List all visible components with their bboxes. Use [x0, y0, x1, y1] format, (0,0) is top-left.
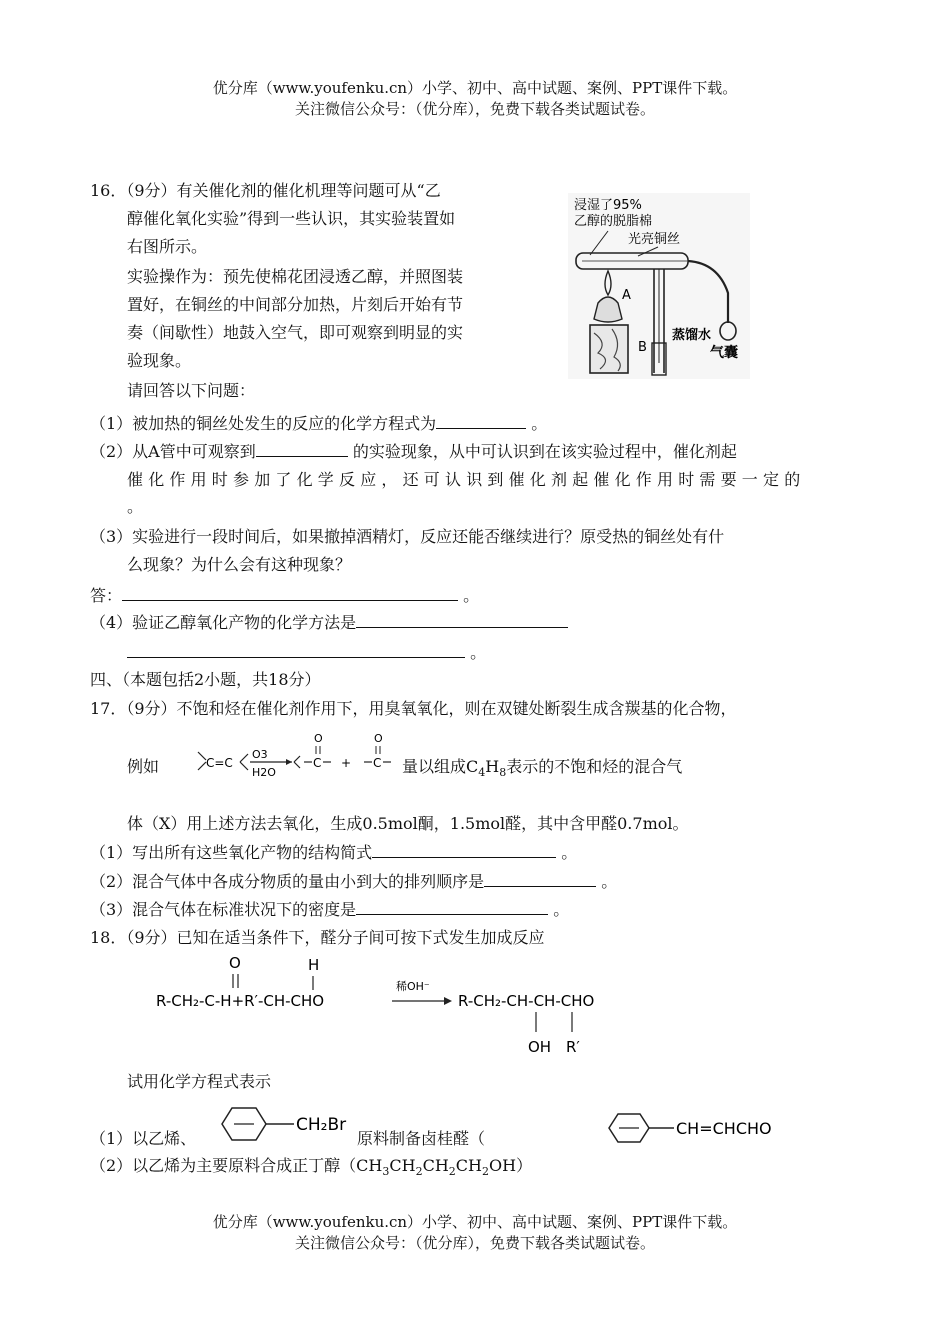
q18-sub-3: 2: [448, 1165, 456, 1179]
q16-intro-1: 16．（9分）有关催化剂的催化机理等问题可从“乙: [90, 181, 441, 200]
rxn-plus: +: [341, 756, 352, 770]
rxn-oxygen-2: O: [374, 732, 383, 745]
q18-part2-end: OH）: [489, 1156, 533, 1175]
q16-part3-line2: 么现象？为什么会有这种现象？: [127, 555, 352, 574]
q17-part3: [90, 898, 569, 921]
q17-part1-text: （1）写出所有这些氧化产物的结构简式: [90, 843, 373, 862]
rxn-carbon-2: C: [373, 756, 382, 770]
rxn-carbon-1: C: [313, 756, 322, 770]
q16-prompt: 请回答以下问题：: [127, 381, 256, 400]
q16-part4-line2: [127, 641, 486, 664]
label-cotton-1: 浸湿了95%: [574, 198, 642, 213]
q16-part2-line1: [90, 440, 737, 463]
q16-part1: [90, 412, 547, 435]
q17-text-line1: [402, 756, 682, 784]
q18-part2: [90, 1155, 532, 1183]
aldol-oxygen: O: [229, 954, 241, 972]
q16-part1-text: （1）被加热的铜丝处发生的反应的化学方程式为: [90, 414, 437, 433]
answer-end: 。: [463, 586, 480, 605]
q16-part4-end: 。: [470, 643, 487, 662]
answer-blank-3[interactable]: [122, 584, 458, 601]
q18-intro: 18．（9分）已知在适当条件下，醛分子间可按下式发生加成反应: [90, 928, 545, 947]
ch2br-label: CH₂Br: [296, 1115, 347, 1135]
rxn-oxygen-1: O: [314, 732, 323, 745]
header-line-2: 关注微信公众号：（优分库），免费下载各类试题试卷。: [294, 100, 655, 118]
chchcho-label: CH=CHCHO: [676, 1119, 772, 1138]
q17-intro: 17．（9分）不饱和烃在催化剂作用下，用臭氧氧化，则在双键处断裂生成含羰基的化合物，: [90, 699, 737, 718]
q16-answer: [90, 584, 479, 607]
label-a: A: [622, 288, 631, 303]
q17-part3-text: （3）混合气体在标准状况下的密度是: [90, 900, 357, 919]
benzyl-bromide-structure: [218, 1104, 358, 1144]
answer-blank-8[interactable]: [356, 898, 548, 915]
q18-sub-2: 2: [415, 1165, 423, 1179]
q17-part2-text: （2）混合气体中各成分物质的量由小到大的排列顺序是: [90, 872, 485, 891]
q17-part1-end: 。: [561, 843, 578, 862]
q18-part1-text-b: 原料制备卤桂醛（: [357, 1129, 486, 1148]
q16-intro-3: 右图所示。: [127, 237, 208, 256]
q18-part2-ch-2: CH: [422, 1156, 449, 1175]
aldol-hydroxyl: OH: [528, 1038, 552, 1056]
aldol-right-side: R-CH₂-CH-CH-CHO: [458, 992, 595, 1010]
label-b: B: [638, 340, 647, 355]
answer-blank-7[interactable]: [484, 870, 596, 887]
q16-part4-line1: [90, 611, 568, 634]
q17-part1: [90, 841, 577, 864]
label-copper: 光亮铜丝: [628, 232, 681, 247]
answer-blank-2[interactable]: [256, 440, 348, 457]
q16-operation-3: 奏（间歇性）地鼓入空气，即可观察到明显的实: [127, 323, 464, 342]
rxn-double-bond: C=C: [206, 756, 233, 770]
q18-part2-ch-3: CH: [455, 1156, 482, 1175]
q17-sub-8: 8: [499, 766, 507, 780]
q18-sub-4: 2: [482, 1165, 489, 1179]
q16-operation-4: 验现象。: [127, 351, 192, 370]
q18-prompt: 试用化学方程式表示: [127, 1072, 272, 1091]
q17-text1-c: 表示的不饱和烃的混合气: [506, 757, 683, 776]
q16-intro-2: 醇催化氧化实验”得到一些认识，其实验装置如: [127, 209, 456, 228]
wooden-block: [590, 325, 628, 373]
label-bag: 气囊: [710, 345, 738, 361]
answer-blank-4[interactable]: [356, 611, 568, 628]
aldol-condition: 稀OH⁻: [396, 980, 430, 993]
aldol-left-side: R-CH₂-C-H+R′-CH-CHO: [156, 992, 325, 1010]
header-line-1: 优分库（www.youfenku.cn）小学、初中、高中试题、案例、PPT课件下载。: [212, 79, 738, 97]
q16-operation-1: 实验操作为：预先使棉花团浸透乙醇，并照图装: [127, 267, 464, 286]
answer-blank-1[interactable]: [436, 412, 526, 429]
footer-line-1: 优分库（www.youfenku.cn）小学、初中、高中试题、案例、PPT课件下载。: [212, 1213, 738, 1231]
q18-sub-1: 3: [382, 1165, 390, 1179]
cinnamaldehyde-structure: [606, 1110, 776, 1146]
q16-part2-text-b: 的实验现象，从中可认识到在该实验过程中，催化剂起: [352, 442, 737, 461]
q16-part4-text: （4）验证乙醇氧化产物的化学方法是: [90, 613, 357, 632]
q16-part2-text-a: （2）从A管中可观察到: [90, 442, 256, 461]
q16-part2-line3: 。: [127, 497, 144, 516]
q16-operation-2: 置好，在铜丝的中间部分加热，片刻后开始有节: [127, 295, 464, 314]
footer-line-2: 关注微信公众号：（优分库），免费下载各类试题试卷。: [294, 1234, 655, 1252]
label-cotton-2: 乙醇的脱脂棉: [574, 214, 653, 229]
q17-sub-4: 4: [478, 766, 486, 780]
q17-text-line2: 体（X）用上述方法去氧化，生成0.5mol酮，1.5mol醛，其中含甲醛0.7mol。: [127, 814, 689, 833]
aldol-hydrogen: H: [308, 956, 320, 974]
q17-example-label: 例如: [127, 757, 160, 776]
q16-part2-line2: 催化作用时参加了化学反应，还可认识到催化剂起催化作用时需要一定的: [127, 470, 806, 489]
q17-part2: [90, 870, 617, 893]
q17-text1-a: 量以组成C: [402, 757, 479, 776]
rxn-o3: O3: [252, 748, 268, 761]
section-4-heading: 四、（本题包括2小题，共18分）: [90, 670, 321, 689]
q18-part2-ch-1: CH: [389, 1156, 416, 1175]
q18-part2-text: （2）以乙烯为主要原料合成正丁醇（CH: [90, 1156, 383, 1175]
answer-blank-6[interactable]: [372, 841, 556, 858]
answer-blank-5[interactable]: [127, 641, 465, 658]
rxn-h2o: H2O: [252, 766, 276, 779]
q16-part3-line1: （3）实验进行一段时间后，如果撤掉酒精灯，反应还能否继续进行？原受热的铜丝处有什: [90, 527, 725, 546]
q17-part3-end: 。: [553, 900, 570, 919]
q16-part1-end: 。: [531, 414, 548, 433]
q17-text1-b: H: [485, 757, 500, 776]
ozonolysis-equation: [196, 732, 400, 782]
q18-part1-text-a: （1）以乙烯、: [90, 1129, 197, 1148]
label-water: 蒸馏水: [672, 328, 712, 343]
aldol-r-prime: R′: [566, 1038, 580, 1056]
apparatus-figure: [568, 193, 750, 379]
q17-part2-end: 。: [601, 872, 618, 891]
aldol-reaction-equation: [150, 950, 660, 1062]
answer-label: 答：: [90, 586, 123, 605]
